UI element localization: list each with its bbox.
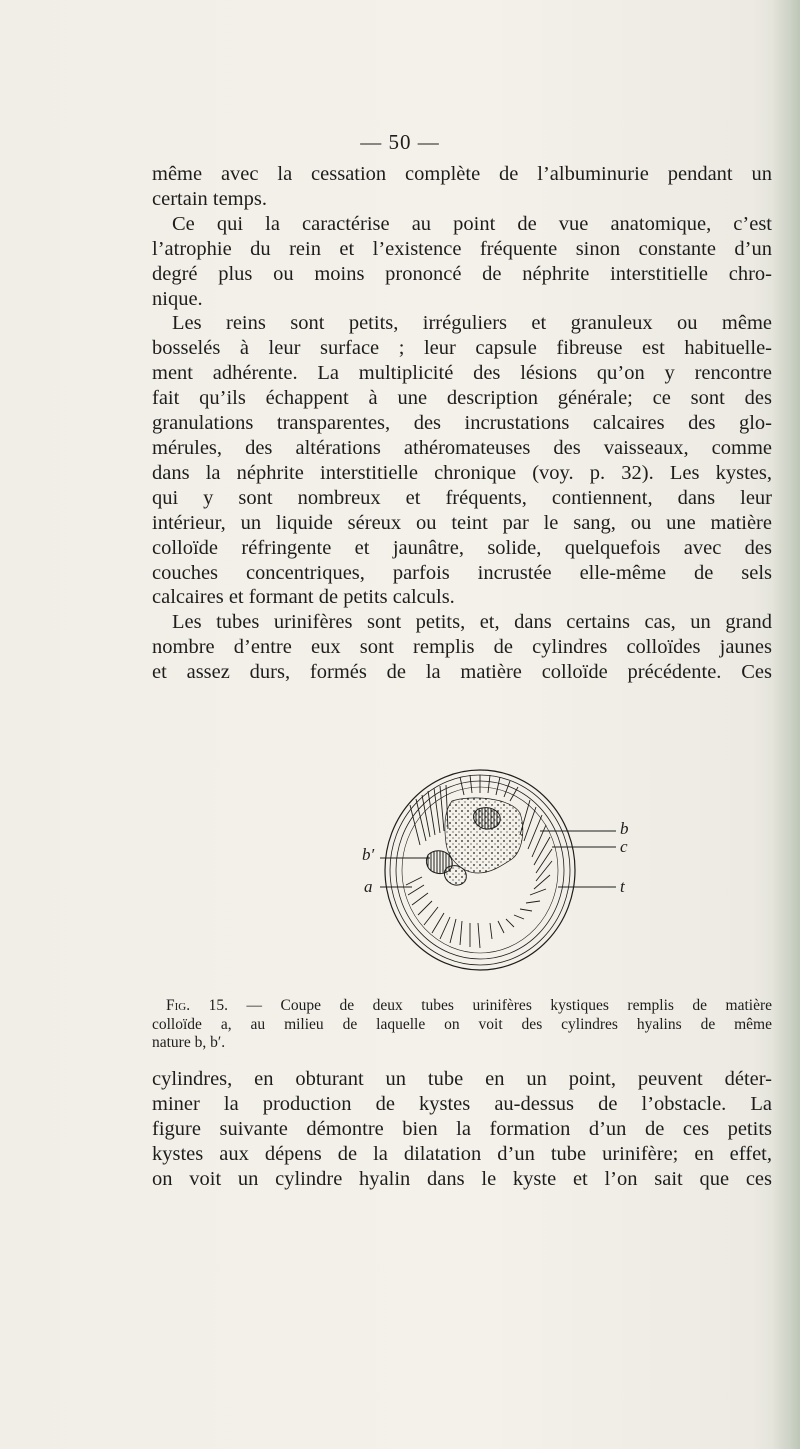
text-line: on voit un cylindre hyalin dans le kyste et l’on sait que ces xyxy=(152,1167,772,1190)
text-line: dans la néphrite interstitielle chronique (voy. p. 32). Les kystes, xyxy=(152,461,772,484)
text-line: qui y sont nombreux et fréquents, contiennent, dans leur xyxy=(152,486,772,509)
text-line: Les reins sont petits, irréguliers et granuleux ou même xyxy=(172,312,772,335)
text-line: calcaires et formant de petits calculs. xyxy=(152,586,455,609)
text-line: fait qu’ils échappent à une description générale; ce sont des xyxy=(152,387,772,410)
text-line: cylindres, en obturant un tube en un point, peuvent déter- xyxy=(152,1068,772,1090)
text-line: bosselés à leur surface ; leur capsule fibreuse est habituelle- xyxy=(152,337,772,360)
text-line: l’atrophie du rein et l’existence fréquente sinon constante d’un xyxy=(152,237,772,260)
text-line: même avec la cessation complète de l’albuminurie pendant un xyxy=(152,163,772,185)
text-line: Les tubes urinifères sont petits, et, dans certains cas, un grand xyxy=(172,611,772,634)
figure-label-b: b xyxy=(620,819,629,838)
paragraph-bottom xyxy=(152,1067,772,1192)
figure-caption xyxy=(152,997,772,1053)
page-number: — 50 — xyxy=(360,130,440,154)
text-line: intérieur, un liquide séreux ou teint par le sang, ou une matière xyxy=(152,511,772,534)
text-line: certain temps. xyxy=(152,187,267,210)
text-line: mérules, des altérations athéromateuses des vaisseaux, comme xyxy=(152,436,772,459)
text-line: miner la production de kystes au-dessus de l’obstacle. La xyxy=(152,1092,772,1115)
figure-label-t: t xyxy=(620,877,625,896)
caption-line: colloïde a, au milieu de laquelle on voit des cylindres hyalins de même xyxy=(152,1015,772,1033)
text-line: Ce qui la caractérise au point de vue anatomique, c’est xyxy=(172,212,772,235)
text-line: couches concentriques, parfois incrustée elle-même de sels xyxy=(152,561,772,584)
text-line: kystes aux dépens de la dilatation d’un tube urinifère; en effet, xyxy=(152,1142,772,1165)
page-edge-shadow xyxy=(772,0,800,1449)
text-line: et assez durs, formés de la matière colloïde précédente. Ces xyxy=(152,661,772,684)
text-line: colloïde réfringente et jaunâtre, solide, quelquefois avec des xyxy=(152,536,772,559)
text-line: granulations transparentes, des incrustations calcaires des glo- xyxy=(152,412,772,435)
figure-label-a: a xyxy=(364,877,373,896)
text-line: figure suivante démontre bien la formation d’un de ces petits xyxy=(152,1117,772,1140)
paragraph-top xyxy=(152,162,772,685)
text-line: nique. xyxy=(152,287,203,310)
text-line: nombre d’entre eux sont remplis de cylindres colloïdes jaunes xyxy=(152,636,772,659)
caption-line: Fig. 15. — Coupe de deux tubes urinifères kystiques remplis de matière xyxy=(166,997,773,1014)
figure-label-c: c xyxy=(620,837,628,856)
figure-label-b-prime: b′ xyxy=(362,845,375,864)
kystic-tubes-engraving xyxy=(340,755,640,995)
caption-line: nature b, b′. xyxy=(152,1034,226,1051)
figure-kystic-tubes xyxy=(340,755,640,995)
caption-lead: Fig. 15. xyxy=(166,997,228,1014)
text-line: ment adhérente. La multiplicité des lésions qu’on y rencontre xyxy=(152,362,772,385)
text-line: degré plus ou moins prononcé de néphrite interstitielle chro- xyxy=(152,262,772,285)
